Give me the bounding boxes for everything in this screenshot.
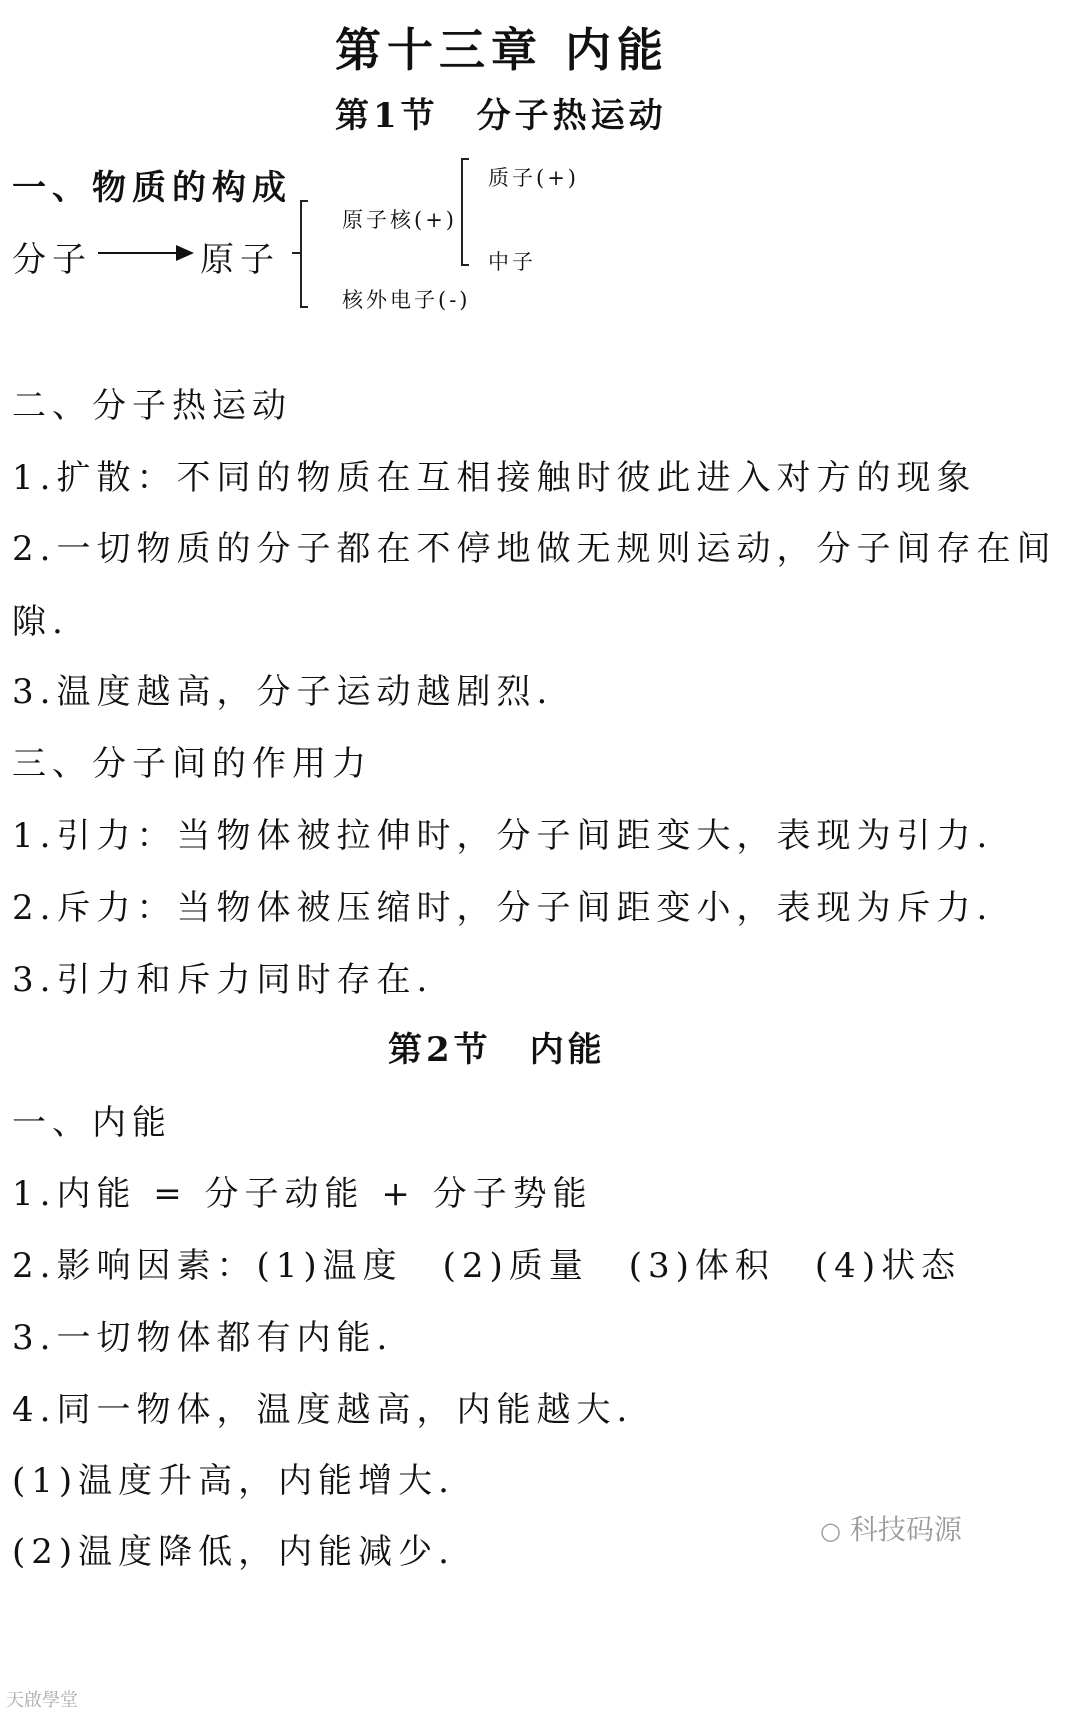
section2-part1-heading: 一、内能 (12, 1103, 172, 1143)
thermal-motion-line-cont: 隙. (12, 602, 69, 642)
temp-rise-line: (1)温度升高，内能增大. (12, 1461, 455, 1501)
coexist-line: 3.引力和斥力同时存在. (12, 960, 434, 1000)
thermal-motion-line: 2.一切物质的分子都在不停地做无规则运动，分子间存在间 (12, 529, 1057, 569)
brand-watermark (820, 1508, 962, 1548)
section2-title: 第2节 内能 (388, 1030, 606, 1070)
internal-energy-definition: 1.内能 = 分子动能 + 分子势能 (12, 1174, 593, 1214)
wechat-icon: ○ (820, 1517, 841, 1545)
diffusion-line: 1.扩散：不同的物质在互相接触时彼此进入对方的现象 (12, 458, 977, 498)
brand-watermark-text: 科技码源 (849, 1513, 962, 1546)
temp-drop-line: (2)温度降低，内能减少. (12, 1532, 455, 1572)
section1-part1-heading: 一、物质的构成 (12, 168, 292, 208)
nucleus-label: 原子核(+) (342, 208, 457, 232)
section1-title: 第1节 分子热运动 (335, 96, 667, 136)
same-object-line: 4.同一物体，温度越高，内能越大. (12, 1390, 634, 1430)
temperature-motion-line: 3.温度越高，分子运动越剧烈. (12, 672, 554, 712)
left-watermark (6, 1686, 78, 1712)
factors-line: 2.影响因素：(1)温度 (2)质量 (3)体积 (4)状态 (12, 1246, 962, 1286)
section1-part2-heading: 二、分子热运动 (12, 386, 292, 426)
left-watermark-text: 天啟學堂 (6, 1690, 78, 1711)
atom-label: 原子 (200, 240, 280, 280)
attraction-line: 1.引力：当物体被拉伸时，分子间距变大，表现为引力. (12, 816, 994, 856)
all-objects-line: 3.一切物体都有内能. (12, 1318, 394, 1358)
molecule-label: 分子 (12, 240, 92, 280)
proton-label: 质子(+) (488, 166, 579, 190)
neutron-label: 中子 (488, 250, 536, 274)
electron-label: 核外电子(-) (342, 288, 471, 312)
section1-part3-heading: 三、分子间的作用力 (12, 744, 372, 784)
chapter-title: 第十三章 内能 (335, 23, 670, 77)
repulsion-line: 2.斥力：当物体被压缩时，分子间距变小，表现为斥力. (12, 888, 994, 928)
